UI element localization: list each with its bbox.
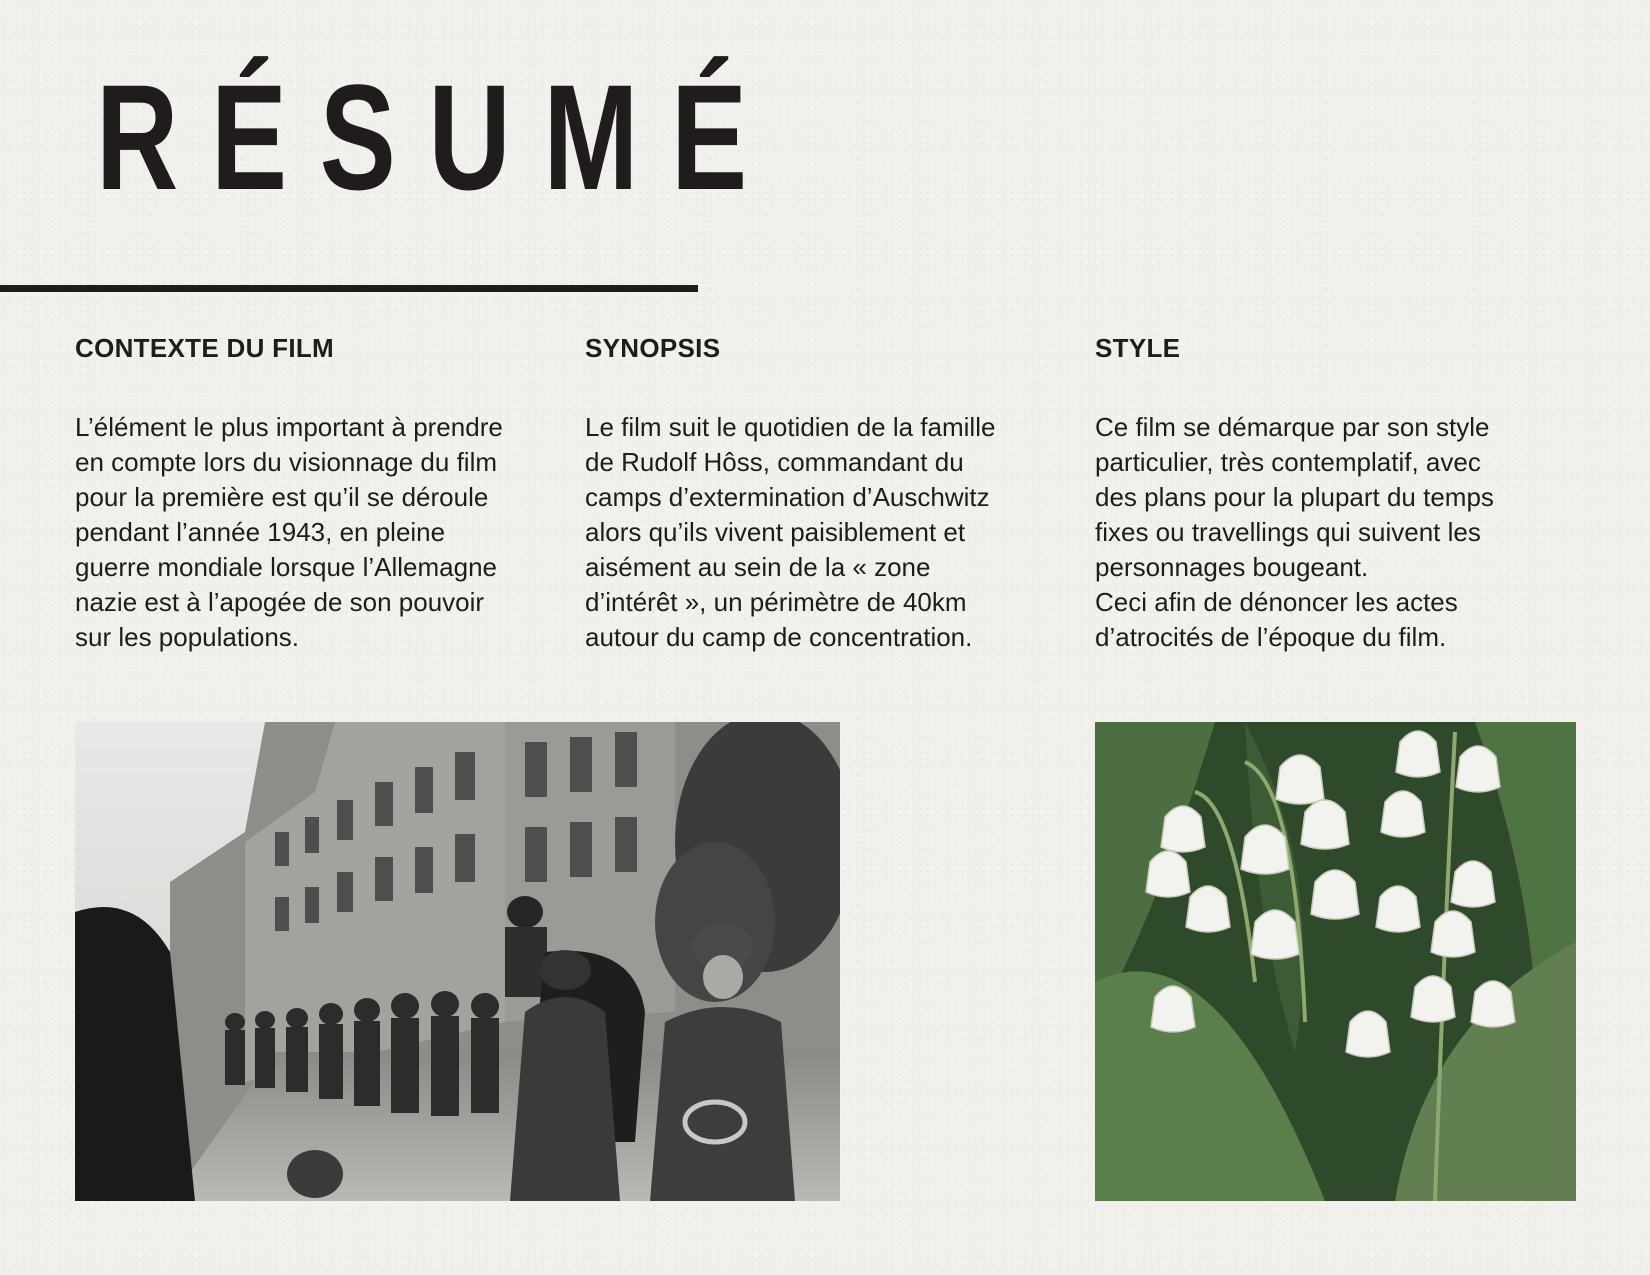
synopsis-column (585, 330, 1075, 655)
context-heading: CONTEXTE DU FILM (75, 333, 335, 363)
soldiers-march-photo (75, 722, 840, 1201)
style-heading: STYLE (1095, 333, 1181, 363)
context-text: L’élément le plus important à prendre en compte lors du visionnage du film pour la première est qu’il se déroule pendant l’année 1943, en pleine guerre mondiale lorsque l’Allemagne nazie est à l’apogée de son pouvoir sur les populations. (75, 412, 503, 652)
synopsis-heading: SYNOPSIS (585, 333, 721, 363)
style-column (1095, 330, 1585, 655)
lily-of-the-valley-photo (1095, 722, 1576, 1201)
synopsis-text: Le film suit le quotidien de la famille de Rudolf Hôss, commandant du camps d’extermination d’Auschwitz alors qu’ils vivent paisiblement et aisément au sein de la « zone d’intérêt », un périmètre de 40km autour du camp de concentration. (585, 412, 996, 652)
title-underline (0, 285, 698, 292)
context-column (75, 330, 565, 655)
page-title: RÉSUMÉ (96, 53, 780, 221)
style-text: Ce film se démarque par son style particulier, très contemplatif, avec des plans pour la plupart du temps fixes ou travellings qui suivent les personnages bougeant. Ceci afin de dénoncer les actes d’atrocités de l’époque du film. (1095, 412, 1494, 652)
